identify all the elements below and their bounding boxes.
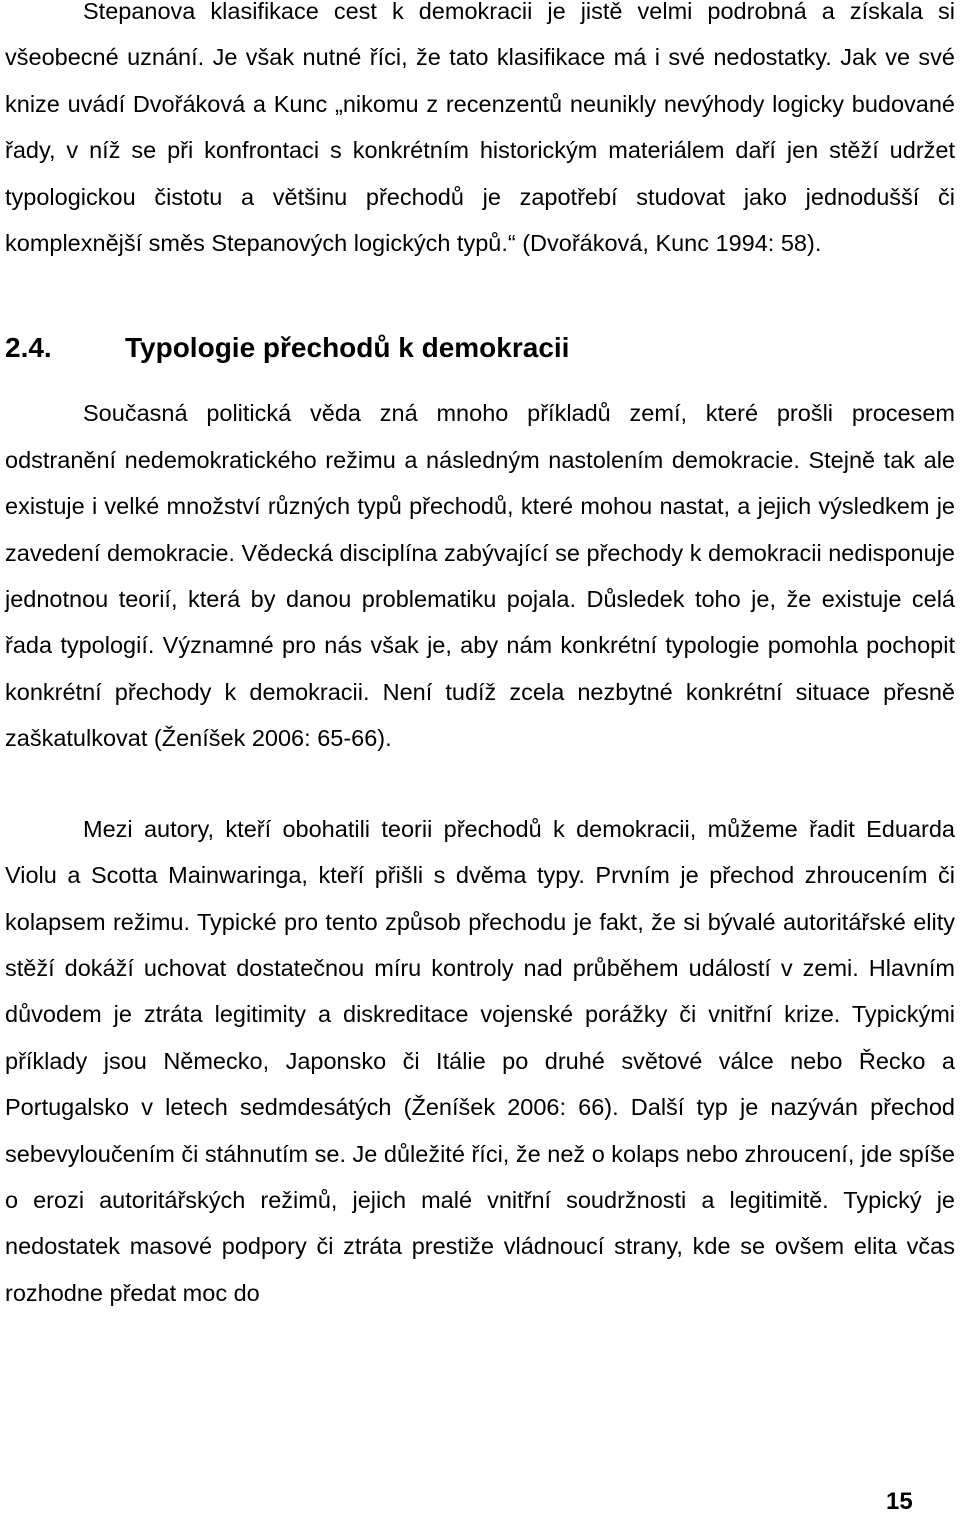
section-title: Typologie přechodů k demokracii xyxy=(125,332,570,364)
spacer xyxy=(5,762,955,806)
paragraph-transitions-intro: Současná politická věda zná mnoho příkladů zemí, které prošli procesem odstranění nedemokratického režimu a následným nastolením demokracie. Stejně tak ale existuje i velké množství různých typů přechodů, které mohou nastat, a jejich výsledkem je zavedení demokracie. Vědecká disciplína zabývající se přechody k demokracii nedisponuje jednotnou teorií, která by danou problematiku pojala. Důsledek toho je, že existuje celá řada typologií. Významné pro nás však je, aby nám konkrétní typologie pomohla pochopit konkrétní přechody k demokracii. Není tudíž zcela nezbytné konkrétní situace přesně zaškatulkovat (Ženíšek 2006: 65-66). xyxy=(5,400,955,752)
page-content xyxy=(5,0,955,1316)
section-heading xyxy=(5,328,955,384)
paragraph-stepan-classification: Stepanova klasifikace cest k demokracii je jistě velmi podrobná a získala si všeobecné uznání. Je však nutné říci, že tato klasifikace má i své nedostatky. Jak ve své knize uvádí Dvořáková a Kunc „nikomu z recenzentů neunikly nevýhody logicky budované řady, v níž se při konfrontaci s konkrétním historickým materiálem daří jen stěží udržet typologickou čistotu a většinu přechodů je zapotřebí studovat jako jednodušší či komplexnější směs Stepanových logických typů.“ (Dvořáková, Kunc 1994: 58). xyxy=(5,0,955,257)
page-number: 15 xyxy=(886,1488,913,1515)
paragraph-viola-mainwaring: Mezi autory, kteří obohatili teorii přechodů k demokracii, můžeme řadit Eduarda Violu a Scotta Mainwaringa, kteří přišli s dvěma typy. Prvním je přechod zhroucením či kolapsem režimu. Typické pro tento způsob přechodu je fakt, že si bývalé autoritářské elity stěží dokáží uchovat dostatečnou míru kontroly nad průběhem událostí v zemi. Hlavním důvodem je ztráta legitimity a diskreditace vojenské porážky či vnitřní krize. Typickými příklady jsou Německo, Japonsko či Itálie po druhé světové válce nebo Řecko a Portugalsko v letech sedmdesátých (Ženíšek 2006: 66). Další typ je nazýván přechod sebevyloučením či stáhnutím se. Je důležité říci, že než o kolaps nebo zhroucení, jde spíše o erozi autoritářských režimů, jejich malé vnitřní soudržnosti a legitimitě. Typický je nedostatek masové podpory či ztráta prestiže vládnoucí strany, kde se ovšem elita včas rozhodne předat moc do xyxy=(5,815,955,1306)
section-number: 2.4. xyxy=(5,332,52,364)
spacer xyxy=(5,266,955,328)
